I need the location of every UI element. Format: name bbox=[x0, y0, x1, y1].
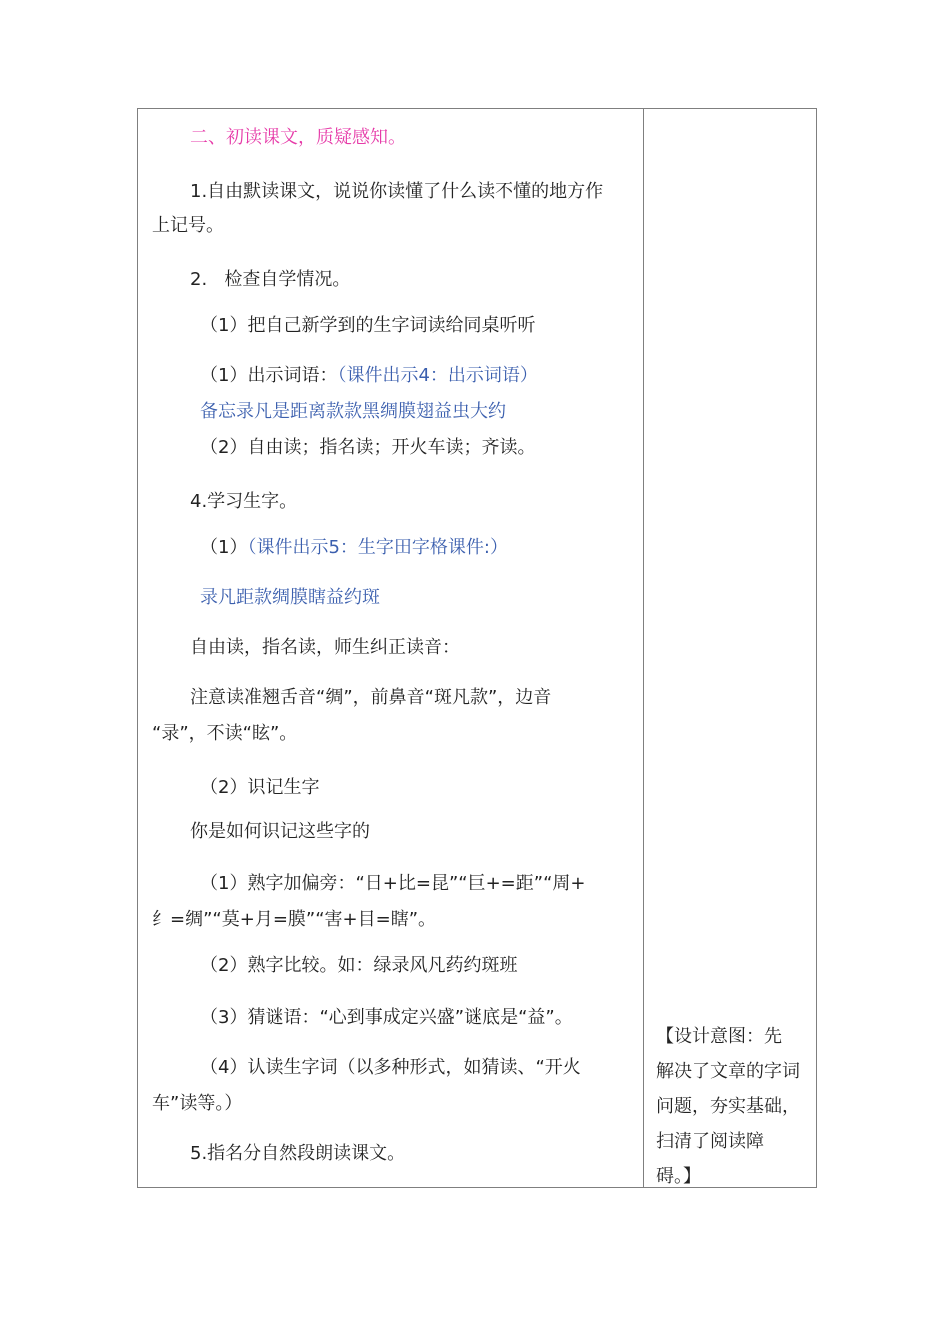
method3: （3）猜谜语：“心到事成定兴盛”谜底是“益”。 bbox=[200, 1007, 573, 1028]
lesson-plan-table bbox=[137, 108, 817, 1188]
method4-line2: 车”读等。） bbox=[152, 1093, 243, 1114]
step3-sub2: （2）自由读；指名读；开火车读；齐读。 bbox=[200, 437, 536, 458]
method2: （2）熟字比较。如：绿录风凡药约斑班 bbox=[200, 955, 518, 976]
design-note-line4: 扫清了阅读障 bbox=[656, 1131, 764, 1152]
column-divider bbox=[643, 109, 644, 1187]
step4-sub1-prefix: （1） bbox=[200, 537, 248, 558]
design-note-line5: 碍。】 bbox=[656, 1166, 701, 1187]
step4-note-line1: 注意读准翘舌音“绸”，前鼻音“斑凡款”，边音 bbox=[190, 687, 552, 708]
step1-line2: 上记号。 bbox=[152, 215, 224, 236]
step3-line bbox=[200, 365, 538, 387]
step5: 5.指名分自然段朗读课文。 bbox=[190, 1143, 406, 1164]
design-note-line3: 问题，夯实基础， bbox=[656, 1096, 800, 1117]
step2-sub1: （1）把自己新学到的生字词读给同桌听听 bbox=[200, 315, 536, 336]
step4-note-line2: “录”，不读“眩”。 bbox=[152, 723, 298, 744]
step3-words: 备忘录凡是距离款款黑绸膜翅益虫大约 bbox=[200, 401, 506, 422]
method1-line2: 纟=绸”“莫+月=膜”“害+目=瞎”。 bbox=[152, 909, 437, 930]
design-intent-note bbox=[656, 1019, 812, 1194]
step4: 4.学习生字。 bbox=[190, 491, 298, 512]
method4-line1: （4）认读生字词（以多种形式，如猜读、“开火 bbox=[200, 1057, 581, 1078]
section-heading: 二、初读课文，质疑感知。 bbox=[190, 127, 406, 148]
step2: 2. 检查自学情况。 bbox=[190, 269, 351, 290]
step4-courseware: （课件出示5：生字田字格课件:） bbox=[247, 537, 508, 558]
step4-sub2: （2）识记生字 bbox=[200, 777, 320, 798]
design-note-line2: 解决了文章的字词 bbox=[656, 1061, 800, 1082]
step4-sub2-question: 你是如何识记这些字的 bbox=[190, 821, 370, 842]
step4-characters: 录凡距款绸膜瞎益约斑 bbox=[200, 587, 380, 608]
design-note-line1: 【设计意图：先 bbox=[656, 1026, 782, 1047]
step4-sub1 bbox=[200, 537, 508, 559]
method1-line1: （1）熟字加偏旁：“日+比=昆”“巨+=距”“周+ bbox=[200, 873, 586, 894]
step3-prefix: （1）出示词语： bbox=[200, 365, 338, 386]
step3-courseware: （课件出示4：出示词语） bbox=[337, 365, 538, 386]
step4-reading: 自由读，指名读，师生纠正读音： bbox=[190, 637, 460, 658]
step1-line1: 1.自由默读课文，说说你读懂了什么读不懂的地方作 bbox=[190, 181, 604, 202]
